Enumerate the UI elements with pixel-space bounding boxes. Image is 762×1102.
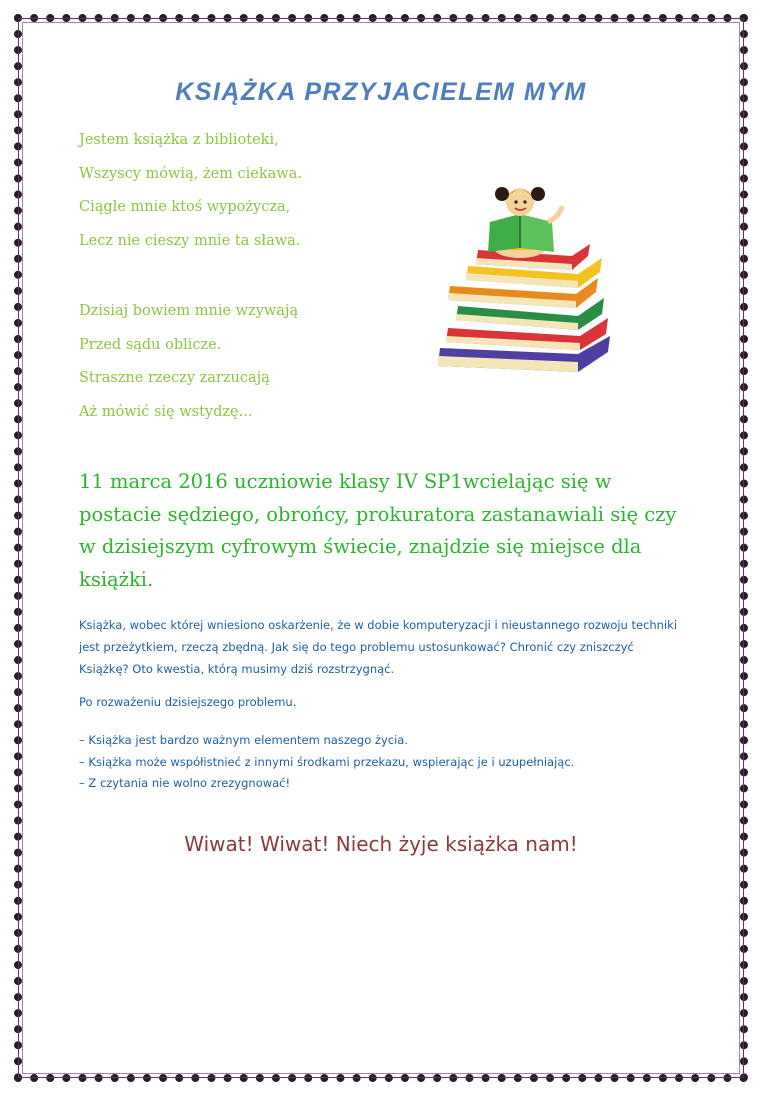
poem-line: Straszne rzeczy zarzucają — [79, 370, 270, 386]
conclusion-list — [79, 730, 574, 795]
poem-line: Jestem książka z biblioteki, — [79, 132, 279, 148]
poem-stanza-1 — [79, 124, 302, 258]
book-stack — [438, 244, 610, 372]
poem-line: Lecz nie cieszy mnie ta sława. — [79, 232, 301, 249]
description-paragraph: Książka, wobec której wniesiono oskarżenie, że w dobie komputeryzacji i nieustannego rozwoju techniki jest przeżytkiem, rzeczą zbędną. Jak się do tego problemu ustosunkować? Chronić czy zniszczyć Książkę? Oto kwestia, którą musimy dziś rozstrzygnąć. — [79, 618, 678, 676]
event-intro: 11 marca 2016 uczniowie klasy IV SP1wcielając się w postacie sędziego, obrońcy, prokuratora zastanawiali się czy w dzisiejszym cyfrowym świecie, znajdzie się miejsce dla książki. — [79, 470, 677, 591]
document-title: KSIĄŻKA PRZYJACIELEM MYM — [175, 78, 587, 106]
list-item: – Książka może współistnieć z innymi środkami przekazu, wspierając je i uzupełniając. — [79, 754, 575, 769]
girl-figure — [488, 187, 562, 258]
poem-line: Dzisiaj bowiem mnie wzywają — [79, 303, 299, 319]
poem-line: Wszyscy mówią, żem ciekawa. — [79, 165, 302, 182]
poem-stanza-2 — [79, 295, 298, 429]
list-item: – Z czytania nie wolno zrezygnować! — [79, 776, 291, 790]
poem-line: Przed sądu oblicze. — [79, 336, 222, 353]
girl-reading-on-book-stack-icon — [428, 178, 618, 390]
list-item: – Książka jest bardzo ważnym elementem naszego życia. — [79, 733, 408, 747]
poem-line: Aż mówić się wstydzę... — [79, 403, 253, 420]
poem-line: Ciągle mnie ktoś wypożycza, — [79, 199, 291, 215]
conclusion-intro: Po rozważeniu dzisiejszego problemu. — [79, 695, 297, 709]
closing-slogan: Wiwat! Wiwat! Niech żyje książka nam! — [184, 832, 578, 856]
